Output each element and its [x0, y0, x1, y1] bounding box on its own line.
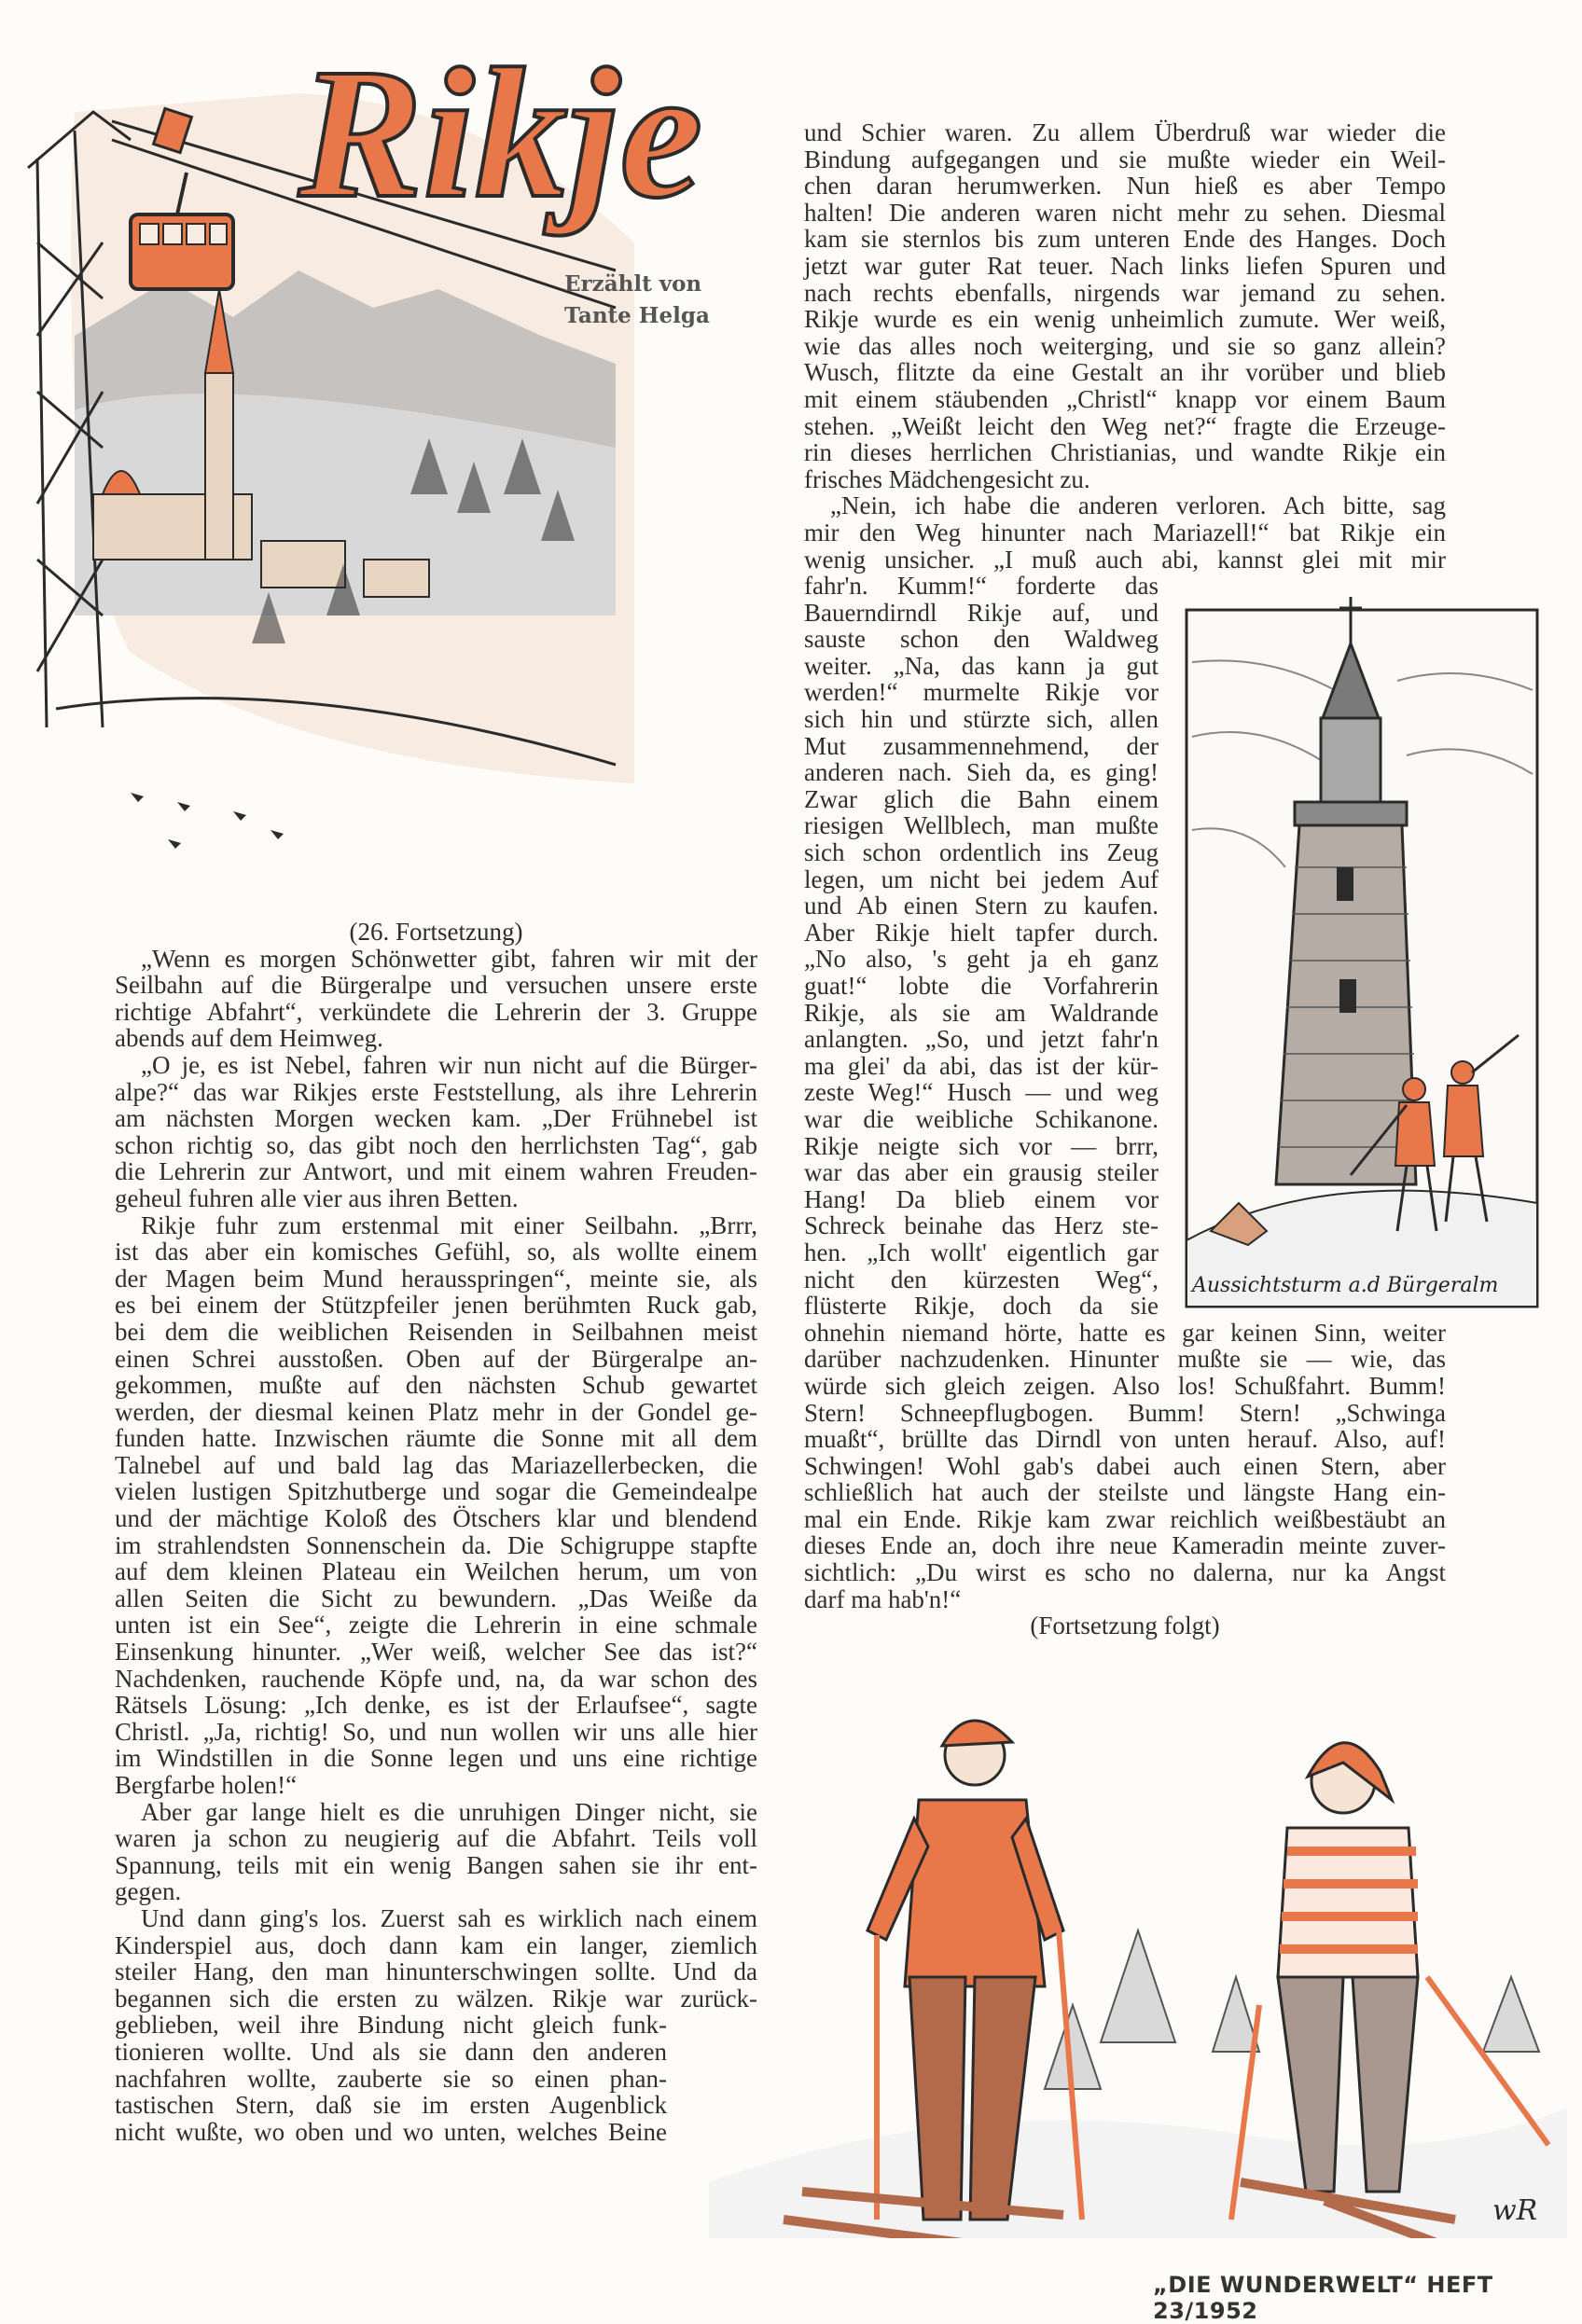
text-line: fahr'n. Kumm!“ forderte das [804, 572, 1159, 601]
to-be-continued-note: (Fortsetzung folgt) [1030, 1612, 1220, 1640]
text-line: legen, um nicht bei jedem Auf [804, 865, 1159, 893]
text-line: geblieben, weil ihre Bindung nicht gleich funk- [115, 2011, 667, 2040]
text-line: geheul fuhren alle vier aus ihren Betten. [115, 1183, 519, 1212]
title-text: Rikje [298, 31, 703, 237]
text-line: sich schon ordentlich ins Zeug [804, 838, 1159, 867]
text-line: einen Schrei ausstoßen. Oben auf der Bürgeralpe an- [115, 1344, 757, 1373]
text-line: Mut zusammennehmend, der [804, 731, 1159, 760]
text-line: Talnebel auf und bald lag das Mariazellerbecken, die [115, 1450, 757, 1479]
text-line: Aber gar lange hielt es die unruhigen Dinger nicht, sie [141, 1797, 757, 1826]
text-line: unten ist ein See“, zeigte die Lehrerin in eine schmale [115, 1611, 757, 1639]
text-line: der Magen beim Mund herausspringen“, meinte sie, als [115, 1264, 757, 1293]
text-line: Rikje neigte sich vor — brrr, [804, 1131, 1159, 1160]
text-line: sichtlich: „Du wirst es scho no dalerna, nur ka Angst [804, 1558, 1446, 1587]
text-line: Schwingen! Wohl gab's dabei auch einen Stern, aber [804, 1451, 1446, 1480]
text-line: darf ma hab'n!“ [804, 1584, 962, 1613]
text-line: wenig unsicher. „I muß auch abi, kannst glei mit mir [804, 545, 1446, 574]
text-line: auf dem kleinen Plateau ein Weilchen herum, um von [115, 1557, 757, 1586]
text-line: anlangten. „So, und jetzt fahr'n [804, 1025, 1159, 1054]
text-line: begannen sich die ersten zu wälzen. Rikje war zurück- [115, 1984, 757, 2013]
text-line: Einsenkung hinunter. „Wer weiß, welcher See das ist?“ [115, 1638, 757, 1667]
text-line: bei dem die weiblichen Reisenden in Seilbahnen meist [115, 1317, 757, 1346]
text-line: hen. „Ich wollt' eigentlich gar [804, 1238, 1159, 1266]
text-line: chen daran herumwerken. Nun hieß es aber Tempo [804, 172, 1446, 201]
text-line: Rätsels Lösung: „Ich denke, es ist der Erlaufsee“, sagte [115, 1691, 757, 1720]
text-line: Aber Rikje hielt tapfer durch. [804, 918, 1159, 947]
text-line: mit einem stäubenden „Christl“ knapp vor einem Baum [804, 384, 1446, 413]
text-line: Rikje fuhr zum erstenmal mit einer Seilbahn. „Brrr, [141, 1210, 757, 1239]
text-line: und der mächtige Koloß des Ötschers klar und blendend [115, 1504, 757, 1533]
text-line: nicht wußte, wo oben und wo unten, welches Beine [115, 2117, 667, 2146]
text-line: Zwar glich die Bahn einem [804, 784, 1159, 813]
text-line: schon richtig so, das gibt noch den herrlichsten Tag“, gab [115, 1130, 757, 1159]
text-line: Und dann ging's los. Zuerst sah es wirklich nach einem [141, 1903, 757, 1932]
right-text-column [804, 119, 1446, 1639]
text-line: mir den Weg hinunter nach Mariazell!“ bat Rikje ein [804, 518, 1446, 546]
text-line: zeste Weg!“ Husch — und weg [804, 1078, 1159, 1107]
text-line: Christl. „Ja, richtig! So, und nun wollen wir uns alle hier [115, 1717, 757, 1746]
text-line: Nachdenken, rauchende Köpfe und, na, da war schon des [115, 1664, 757, 1693]
text-line: gekommen, mußte auf den nächsten Schub gewartet [115, 1371, 757, 1400]
text-line: Bergfarbe holen!“ [115, 1771, 298, 1799]
text-line: Wusch, flitzte da eine Gestalt an ihr vorüber und blieb [804, 358, 1446, 387]
text-line: nach rechts ebenfalls, nirgends war jemand zu sehen. [804, 278, 1446, 307]
text-line: funden hatte. Inzwischen räumte die Sonne mit all dem [115, 1424, 757, 1453]
text-line: „Wenn es morgen Schönwetter gibt, fahren wir mit der [141, 944, 757, 973]
text-line: Rikje, als sie am Waldrande [804, 998, 1159, 1027]
text-line: steiler Hang, den man hinunterschwingen sollte. Und da [115, 1957, 757, 1986]
text-line: „Nein, ich habe die anderen verloren. Ach bitte, sag [830, 491, 1446, 520]
text-line: sauste schon den Waldweg [804, 625, 1159, 654]
text-line: „O je, es ist Nebel, fahren wir nun nicht auf die Bürger- [141, 1050, 757, 1079]
text-line: richtige Abfahrt“, verkündete die Lehrerin der 3. Gruppe [115, 997, 757, 1026]
text-line: werden, der diesmal keinen Platz mehr in der Gondel ge- [115, 1397, 757, 1426]
text-line: würde sich gleich zeigen. Also los! Schußfahrt. Bumm! [804, 1371, 1446, 1400]
text-line: stehen. „Weißt leicht den Weg net?“ fragte die Erzeuge- [804, 411, 1446, 440]
continuation-heading: (26. Fortsetzung) [349, 918, 523, 946]
byline-author: Tante Helga [564, 303, 710, 328]
text-line: ist das aber ein komisches Gefühl, so, als wollte einem [115, 1238, 757, 1266]
text-line: nicht den kürzesten Weg“, [804, 1265, 1159, 1293]
text-line: Seilbahn auf die Bürgeralpe und versuchen unsere erste [115, 971, 757, 1000]
text-line: weiter. „Na, das kann ja gut [804, 651, 1159, 680]
text-line: es bei einem der Stützpfeiler jenen berühmten Ruck gab, [115, 1291, 757, 1320]
text-line: allen Seiten die Sicht zu bewundern. „Das Weiße da [115, 1584, 757, 1612]
text-line: Bindung aufgegangen und sie mußte wieder ein Weil- [804, 145, 1446, 173]
tower-caption: Aussichtsturm a.d Bürgeralm [1192, 1274, 1499, 1297]
byline [564, 269, 710, 332]
artist-signature: wR [1492, 2194, 1538, 2227]
left-text-column [115, 919, 757, 2145]
text-line: darüber nachzudenken. Hinunter mußte sie — wie, das [804, 1345, 1446, 1374]
text-line: im Windstillen in die Sonne legen und uns eine richtige [115, 1744, 757, 1773]
text-line: Spannung, teils mit ein wenig Bangen sahen sie ihr ent- [115, 1850, 757, 1879]
text-line: riesigen Wellblech, man mußte [804, 811, 1159, 840]
text-line: abends auf dem Heimweg. [115, 1024, 383, 1053]
text-line: Rikje wurde es ein wenig unheimlich zumute. Wer weiß, [804, 305, 1446, 334]
text-line: mal ein Ende. Rikje kam zwar reichlich weißbestäubt an [804, 1504, 1446, 1533]
text-line: kam sie sternlos bis zum unteren Ende des Hanges. Doch [804, 225, 1446, 254]
text-line: Bauerndirndl Rikje auf, und [804, 598, 1159, 627]
text-line: wie das alles noch weiterging, und sie so ganz allein? [804, 331, 1446, 360]
text-line: tastischen Stern, daß sie im ersten Augenblick [115, 2091, 667, 2120]
text-line: Schreck beinahe das Herz ste- [804, 1211, 1159, 1240]
text-line: werden!“ murmelte Rikje vor [804, 678, 1159, 707]
text-line: schließlich hat auch der steilste und längste Hang ein- [804, 1478, 1446, 1507]
text-line: dieses Ende an, doch ihre neue Kameradin meinte zuver- [804, 1531, 1446, 1560]
text-line: die Lehrerin zur Antwort, und mit einem wahren Freuden- [115, 1157, 757, 1186]
text-line: gegen. [115, 1877, 182, 1906]
text-line: guat!“ lobte die Vorfahrerin [804, 972, 1159, 1000]
text-line: „No also, 's geht ja eh ganz [804, 945, 1159, 974]
text-line: nachfahren wollte, zauberte sie so einen phan- [115, 2064, 667, 2093]
magazine-footer: „DIE WUNDERWELT“ HEFT 23/1952 [1153, 2272, 1493, 2324]
text-line: anderen nach. Sieh da, es ging! [804, 758, 1159, 787]
text-line: halten! Die anderen waren nicht mehr zu sehen. Diesmal [804, 198, 1446, 227]
text-line: vielen lustigen Spitzhutberge und sogar die Gemeindealpe [115, 1477, 757, 1506]
text-line: war das aber ein grausig steiler [804, 1158, 1159, 1187]
text-line: muaßt“, brüllte das Dirndl von unten herauf. Also, auf! [804, 1425, 1446, 1454]
text-line: flüsterte Rikje, doch da sie [804, 1292, 1159, 1321]
text-line: waren ja schon zu neugierig auf die Abfahrt. Teils voll [115, 1824, 757, 1853]
text-line: ohnehin niemand hörte, hatte es gar keinen Sinn, weiter [804, 1318, 1446, 1347]
text-line: alpe?“ das war Rikjes erste Feststellung, als ihre Lehrerin [115, 1077, 757, 1106]
text-line: sich hin und stürzte sich, allen [804, 705, 1159, 734]
text-line: Hang! Da blieb einem vor [804, 1184, 1159, 1213]
two-skiing-girls-illustration [690, 1697, 1576, 2238]
text-line: war die weibliche Schikanone. [804, 1104, 1159, 1133]
text-line: rin dieses herrlichen Christianias, und wandte Rikje ein [804, 438, 1446, 467]
text-line: tionieren wollte. Und als sie dann den anderen [115, 2037, 667, 2066]
title-logo [280, 19, 802, 242]
text-line: ma glei' da abi, das ist der kür- [804, 1051, 1159, 1080]
byline-line-1: Erzählt von [564, 271, 702, 297]
text-line: jetzt war guter Rat teuer. Nach links liefen Spuren und [804, 251, 1446, 280]
text-line: und Ab einen Stern zu kaufen. [804, 892, 1159, 920]
text-line: und Schier waren. Zu allem Überdruß war wieder die [804, 118, 1446, 146]
text-line: frisches Mädchengesicht zu. [804, 464, 1090, 493]
text-line: im strahlendsten Sonnenschein da. Die Schigruppe stapfte [115, 1530, 757, 1559]
text-line: Stern! Schneepflugbogen. Bumm! Stern! „Schwinga [804, 1398, 1446, 1427]
text-line: Kinderspiel aus, doch dann kam ein langer, ziemlich [115, 1930, 757, 1959]
text-line: am nächsten Morgen wecken kam. „Der Frühnebel ist [115, 1104, 757, 1133]
